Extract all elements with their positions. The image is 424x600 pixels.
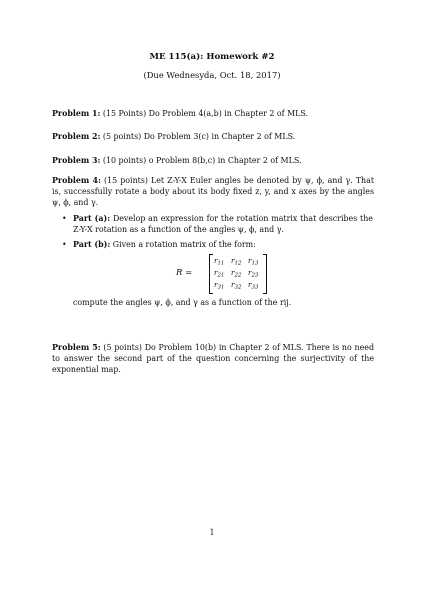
problem-3-text: (10 points) o Problem 8(b,c) in Chapter 2 of MLS. bbox=[100, 156, 302, 165]
rotation-matrix bbox=[176, 254, 276, 294]
problem-4 bbox=[52, 175, 374, 209]
part-b-label: Part (b): bbox=[73, 240, 111, 249]
problem-2-text: (5 points) Do Problem 3(c) in Chapter 2 of MLS. bbox=[100, 132, 296, 141]
bullet-icon: • bbox=[62, 240, 67, 249]
problem-5 bbox=[52, 342, 374, 376]
problem-5-text: (5 points) Do Problem 10(b) in Chapter 2 of MLS. There is no need to answer the second part of the question concerning the surjectivity of the exponential map. bbox=[52, 343, 374, 375]
problem-1-label: Problem 1: bbox=[52, 109, 101, 118]
part-a-body bbox=[73, 213, 373, 235]
matrix-lhs: R = bbox=[176, 268, 193, 278]
page-title: ME 115(a): Homework #2 bbox=[149, 52, 275, 62]
compute-instruction: compute the angles ψ, ϕ, and γ as a function of the rij. bbox=[73, 298, 292, 307]
left-bracket bbox=[209, 254, 213, 294]
problem-2 bbox=[52, 131, 374, 142]
part-a-label: Part (a): bbox=[73, 214, 111, 223]
matrix-cell: $r_{22}$ bbox=[231, 268, 242, 279]
problem-5-label: Problem 5: bbox=[52, 343, 101, 352]
part-a-text: Develop an expression for the rotation matrix that describes the Z-Y-X rotation as a function of the angles ψ, ϕ, and γ. bbox=[73, 214, 373, 235]
problem-4-label: Problem 4: bbox=[52, 176, 101, 185]
due-date: (Due Wednesyda, Oct. 18, 2017) bbox=[143, 70, 281, 80]
problem-3-label: Problem 3: bbox=[52, 156, 101, 165]
matrix-cell: $r_{12}$ bbox=[231, 256, 242, 267]
problem-1-text: (15 Points) Do Problem 4(a,b) in Chapter 2 of MLS. bbox=[100, 109, 309, 118]
matrix-cell: $r_{11}$ bbox=[214, 256, 225, 267]
matrix-cell: $r_{31}$ bbox=[214, 280, 225, 291]
bullet-icon: • bbox=[62, 214, 67, 223]
matrix-cell: $r_{23}$ bbox=[248, 268, 259, 279]
problem-3 bbox=[52, 155, 374, 166]
part-b-text: Given a rotation matrix of the form: bbox=[110, 240, 256, 249]
problem-1 bbox=[52, 108, 374, 119]
problem-4-text: (15 points) Let Z-Y-X Euler angles be denoted by ψ, ϕ, and γ. That is, successfully rotate a body about its body fixed z, y, and x axes by the angles ψ, ϕ, and γ. bbox=[52, 176, 375, 208]
part-b-body bbox=[73, 239, 373, 250]
page-number: 1 bbox=[209, 528, 215, 537]
right-bracket bbox=[263, 254, 267, 294]
matrix-cell: $r_{33}$ bbox=[248, 280, 259, 291]
matrix-cell: $r_{13}$ bbox=[248, 256, 259, 267]
matrix-cell: $r_{21}$ bbox=[214, 268, 225, 279]
matrix-cell: $r_{32}$ bbox=[231, 280, 242, 291]
problem-2-label: Problem 2: bbox=[52, 132, 101, 141]
